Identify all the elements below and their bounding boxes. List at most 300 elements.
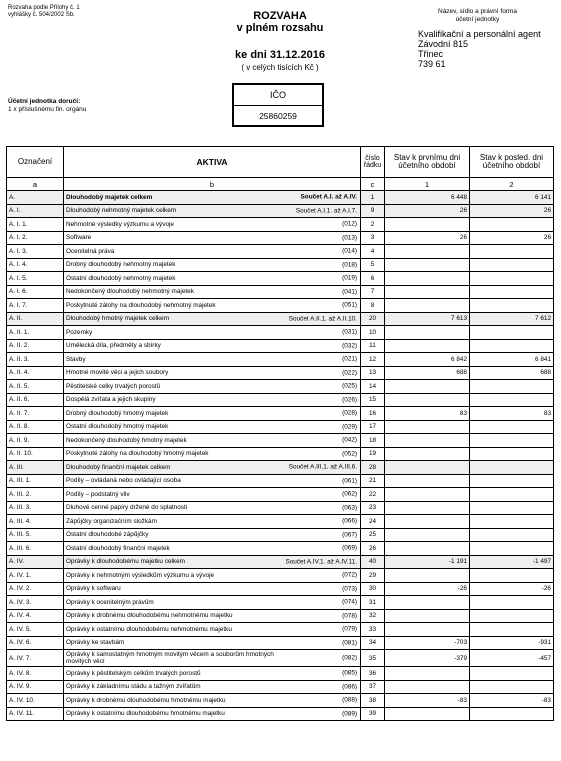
row-designation: A. IV. 6. <box>7 636 64 650</box>
row-item-name: Nehmotné výsledky výzkumu a vývoje <box>66 220 174 228</box>
row-item-cell <box>64 650 361 667</box>
table-row <box>7 474 554 488</box>
table-row <box>7 231 554 245</box>
row-designation: A. III. <box>7 461 64 475</box>
row-item-name: Oprávky k nehmotným výsledkům výzkumu a vývoje <box>66 571 215 579</box>
row-item-name: Oprávky k pěstitelským celkům trvalých porostů <box>66 669 201 677</box>
row-value-first-day: -83 <box>385 694 470 708</box>
row-item-name: Oprávky k základnímu stádu a tažným zvířatům <box>66 683 201 691</box>
row-account-ref: (082) <box>342 654 357 662</box>
row-item-name: Dlouhodobý finanční majetek celkem <box>66 463 171 471</box>
row-item-name: Oprávky k dlouhodobému majetku celkem <box>66 558 185 566</box>
row-value-first-day <box>385 393 470 407</box>
row-item-cell <box>64 339 361 353</box>
table-row <box>7 542 554 556</box>
row-item-name: Stavby <box>66 355 86 363</box>
row-value-last-day: 6 141 <box>470 191 554 205</box>
row-item-name: Nedokončený dlouhodobý nehmotný majetek <box>66 288 194 296</box>
row-designation: A. II. 10. <box>7 447 64 461</box>
row-value-last-day <box>470 474 554 488</box>
table-row <box>7 245 554 259</box>
row-account-ref: (012) <box>342 220 357 228</box>
row-designation: A. IV. 11. <box>7 707 64 721</box>
row-account-ref: Součet A.III.1. až A.III.6. <box>288 463 357 471</box>
row-account-ref: (081) <box>342 639 357 647</box>
row-line-number: 9 <box>361 204 385 218</box>
row-value-first-day: 6 842 <box>385 353 470 367</box>
row-account-ref: (062) <box>342 490 357 498</box>
row-item-name: Ostatní dlouhodobý finanční majetek <box>66 544 170 552</box>
table-row <box>7 623 554 637</box>
row-item-name: Oprávky k samostatným hmotným movitým věcem a souborům hmotných movitých věcí <box>66 651 274 665</box>
row-designation: A. III. 2. <box>7 488 64 502</box>
row-account-ref: (089) <box>342 710 357 718</box>
table-row <box>7 680 554 694</box>
table-row <box>7 694 554 708</box>
row-item-name: Oprávky ke stavbám <box>66 639 125 647</box>
row-value-first-day <box>385 474 470 488</box>
row-item-name: Dlouhodobý majetek celkem <box>66 193 153 201</box>
table-row <box>7 326 554 340</box>
entity-label-line1: Název, sídlo a právní forma <box>438 8 517 15</box>
row-item-name: Poskytnuté zálohy na dlouhodobý hmotný majetek <box>66 450 209 458</box>
row-item-cell <box>64 299 361 313</box>
table-row <box>7 609 554 623</box>
row-item-cell <box>64 623 361 637</box>
row-item-name: Dlouhodobý hmotný majetek celkem <box>66 315 170 323</box>
row-designation: A. II. 4. <box>7 366 64 380</box>
row-account-ref: Součet A.II.1. až A.II.10. <box>288 315 357 323</box>
table-row <box>7 515 554 529</box>
row-item-cell <box>64 191 361 205</box>
row-item-cell <box>64 245 361 259</box>
row-value-first-day: 688 <box>385 366 470 380</box>
row-account-ref: (074) <box>342 598 357 606</box>
row-value-first-day: 6 448 <box>385 191 470 205</box>
row-item-cell <box>64 353 361 367</box>
row-account-ref: (019) <box>342 274 357 282</box>
row-value-last-day <box>470 488 554 502</box>
row-account-ref: Součet A.I. až A.IV. <box>300 193 357 201</box>
title-main: ROZVAHA <box>253 10 307 22</box>
row-line-number: 23 <box>361 501 385 515</box>
company-address <box>418 29 541 69</box>
table-row <box>7 407 554 421</box>
table-row <box>7 339 554 353</box>
row-account-ref: (026) <box>342 396 357 404</box>
row-designation: A. III. 6. <box>7 542 64 556</box>
row-line-number: 22 <box>361 488 385 502</box>
row-designation: A. II. 6. <box>7 393 64 407</box>
row-item-cell <box>64 231 361 245</box>
row-value-first-day <box>385 285 470 299</box>
row-account-ref: (079) <box>342 625 357 633</box>
row-line-number: 12 <box>361 353 385 367</box>
row-designation: A. I. 2. <box>7 231 64 245</box>
row-value-first-day <box>385 258 470 272</box>
row-item-cell <box>64 667 361 681</box>
row-account-ref: Součet A.I.1. až A.I.7. <box>295 207 357 215</box>
row-item-cell <box>64 474 361 488</box>
row-designation: A. IV. 4. <box>7 609 64 623</box>
row-line-number: 26 <box>361 542 385 556</box>
row-item-name: Ostatní dlouhodobý nehmotný majetek <box>66 274 176 282</box>
row-line-number: 8 <box>361 299 385 313</box>
table-row <box>7 353 554 367</box>
row-value-last-day <box>470 528 554 542</box>
row-value-first-day <box>385 461 470 475</box>
row-line-number: 28 <box>361 461 385 475</box>
row-value-first-day: 7 613 <box>385 312 470 326</box>
row-value-first-day <box>385 434 470 448</box>
report-date: ke dni 31.12.2016 <box>235 49 325 61</box>
row-designation: A. II. 2. <box>7 339 64 353</box>
ico-box <box>232 83 324 127</box>
row-account-ref: (085) <box>342 669 357 677</box>
row-designation: A. I. 7. <box>7 299 64 313</box>
row-item-name: Oprávky k ocenitelným právům <box>66 598 154 606</box>
row-line-number: 20 <box>361 312 385 326</box>
row-line-number: 19 <box>361 447 385 461</box>
table-row <box>7 501 554 515</box>
row-designation: A. I. 6. <box>7 285 64 299</box>
row-line-number: 1 <box>361 191 385 205</box>
row-value-last-day <box>470 623 554 637</box>
row-item-cell <box>64 596 361 610</box>
row-value-first-day <box>385 623 470 637</box>
table-row <box>7 218 554 232</box>
row-line-number: 40 <box>361 555 385 569</box>
table-row <box>7 380 554 394</box>
row-value-last-day <box>470 285 554 299</box>
row-value-first-day <box>385 326 470 340</box>
row-value-first-day <box>385 542 470 556</box>
row-item-cell <box>64 609 361 623</box>
row-designation: A. <box>7 191 64 205</box>
row-value-last-day <box>470 339 554 353</box>
row-line-number: 18 <box>361 434 385 448</box>
table-row <box>7 204 554 218</box>
row-line-number: 29 <box>361 569 385 583</box>
row-value-last-day: 26 <box>470 231 554 245</box>
row-value-last-day <box>470 299 554 313</box>
row-account-ref: (014) <box>342 247 357 255</box>
row-designation: A. I. 1. <box>7 218 64 232</box>
row-item-cell <box>64 312 361 326</box>
row-account-ref: (078) <box>342 612 357 620</box>
row-item-cell <box>64 528 361 542</box>
row-item-cell <box>64 680 361 694</box>
row-line-number: 7 <box>361 285 385 299</box>
row-designation: A. II. 9. <box>7 434 64 448</box>
row-line-number: 13 <box>361 366 385 380</box>
row-designation: A. IV. 1. <box>7 569 64 583</box>
company-name: Kvalifikační a personální agent <box>418 29 541 39</box>
row-line-number: 6 <box>361 272 385 286</box>
row-item-cell <box>64 380 361 394</box>
row-value-last-day: -26 <box>470 582 554 596</box>
row-account-ref: (031) <box>342 328 357 336</box>
row-account-ref: Součet A.IV.1. až A.IV.11. <box>285 558 357 566</box>
table-row <box>7 272 554 286</box>
row-account-ref: (021) <box>342 355 357 363</box>
row-item-name: Ostatní dlouhodobý hmotný majetek <box>66 423 169 431</box>
col-header-oznaceni: Označení <box>7 147 64 178</box>
row-designation: A. III. 5. <box>7 528 64 542</box>
row-line-number: 37 <box>361 680 385 694</box>
row-item-cell <box>64 694 361 708</box>
row-value-first-day: 26 <box>385 231 470 245</box>
row-line-number: 17 <box>361 420 385 434</box>
row-account-ref: (041) <box>342 288 357 296</box>
company-city: Třinec <box>418 49 444 59</box>
row-value-last-day <box>470 542 554 556</box>
row-value-first-day <box>385 420 470 434</box>
row-value-first-day <box>385 609 470 623</box>
row-line-number: 4 <box>361 245 385 259</box>
row-item-cell <box>64 636 361 650</box>
row-designation: A. III. 3. <box>7 501 64 515</box>
row-designation: A. III. 4. <box>7 515 64 529</box>
subheader-c: c <box>361 178 385 191</box>
row-item-cell <box>64 501 361 515</box>
row-value-last-day <box>470 393 554 407</box>
row-item-name: Drobný dlouhodobý nehmotný majetek <box>66 261 176 269</box>
row-item-cell <box>64 447 361 461</box>
row-item-cell <box>64 434 361 448</box>
form-reference-line2: vyhlášky č. 504/2002 Sb. <box>8 12 75 18</box>
row-designation: A. IV. 9. <box>7 680 64 694</box>
row-account-ref: (051) <box>342 301 357 309</box>
row-item-name: Nedokončený dlouhodobý hmotný majetek <box>66 436 187 444</box>
document-title <box>200 10 360 34</box>
row-value-first-day <box>385 528 470 542</box>
table-row <box>7 299 554 313</box>
row-line-number: 36 <box>361 667 385 681</box>
row-item-name: Poskytnuté zálohy na dlouhodobý nehmotný majetek <box>66 301 216 309</box>
row-value-first-day <box>385 515 470 529</box>
row-value-first-day <box>385 569 470 583</box>
table-row <box>7 285 554 299</box>
row-designation: A. I. 4. <box>7 258 64 272</box>
row-item-cell <box>64 393 361 407</box>
row-designation: A. II. 8. <box>7 420 64 434</box>
row-value-last-day: 7 612 <box>470 312 554 326</box>
row-item-cell <box>64 366 361 380</box>
row-item-name: Podíly – podstatný vliv <box>66 490 130 498</box>
row-item-name: Podíly – ovládaná nebo ovládající osoba <box>66 477 181 485</box>
table-row <box>7 650 554 667</box>
row-item-name: Oprávky k drobnému dlouhodobému hmotnému majetku <box>66 696 226 704</box>
row-item-name: Dlouhodobý nehmotný majetek celkem <box>66 207 177 215</box>
row-designation: A. II. 7. <box>7 407 64 421</box>
row-item-cell <box>64 326 361 340</box>
row-account-ref: (052) <box>342 450 357 458</box>
row-item-name: Dospělá zvířata a jejich skupiny <box>66 396 156 404</box>
row-value-first-day: -26 <box>385 582 470 596</box>
company-street: Závodní 815 <box>418 39 469 49</box>
row-account-ref: (042) <box>342 436 357 444</box>
row-item-name: Zápůjčky organizačním složkám <box>66 517 157 525</box>
row-value-first-day <box>385 339 470 353</box>
company-zip: 739 61 <box>418 59 446 69</box>
entity-label <box>410 8 545 24</box>
table-row <box>7 366 554 380</box>
table-row <box>7 707 554 721</box>
title-sub: v plném rozsahu <box>236 22 324 34</box>
row-value-first-day: 26 <box>385 204 470 218</box>
row-line-number: 38 <box>361 694 385 708</box>
row-line-number: 14 <box>361 380 385 394</box>
row-item-cell <box>64 285 361 299</box>
row-designation: A. III. 1. <box>7 474 64 488</box>
row-value-first-day: 83 <box>385 407 470 421</box>
row-designation: A. IV. 3. <box>7 596 64 610</box>
row-item-name: Ocenitelná práva <box>66 247 115 255</box>
row-value-last-day <box>470 515 554 529</box>
row-value-last-day <box>470 667 554 681</box>
row-value-first-day: -379 <box>385 650 470 667</box>
table-row <box>7 667 554 681</box>
delivery-label: Účetní jednotka doručí: <box>8 98 81 105</box>
row-account-ref: (022) <box>342 369 357 377</box>
row-line-number: 3 <box>361 231 385 245</box>
row-item-cell <box>64 407 361 421</box>
row-item-cell <box>64 555 361 569</box>
col-header-first-day: Stav k prvnímu dni účetního období <box>385 147 470 178</box>
row-line-number: 5 <box>361 258 385 272</box>
table-row <box>7 596 554 610</box>
table-row <box>7 312 554 326</box>
row-value-first-day <box>385 272 470 286</box>
row-account-ref: (066) <box>342 517 357 525</box>
row-value-last-day <box>470 569 554 583</box>
row-item-name: Oprávky k ostatnímu dlouhodobému nehmotnému majetku <box>66 625 232 633</box>
ico-label: IČO <box>234 85 322 106</box>
row-item-name: Ostatní dlouhodobé zápůjčky <box>66 531 149 539</box>
row-value-last-day: 688 <box>470 366 554 380</box>
table-row <box>7 420 554 434</box>
row-item-name: Hmotné movité věci a jejich soubory <box>66 369 169 377</box>
row-designation: A. IV. 10. <box>7 694 64 708</box>
row-value-last-day <box>470 326 554 340</box>
row-value-last-day <box>470 501 554 515</box>
row-line-number: 21 <box>361 474 385 488</box>
delivery-value: 1 x příslušnému fin. orgánu <box>8 106 87 113</box>
subheader-a: a <box>7 178 64 191</box>
row-item-cell <box>64 515 361 529</box>
row-designation: A. II. 5. <box>7 380 64 394</box>
row-item-name: Oprávky k ostatnímu dlouhodobému hmotnému majetku <box>66 710 225 718</box>
row-line-number: 24 <box>361 515 385 529</box>
ico-value: 25860259 <box>259 111 297 121</box>
table-row <box>7 582 554 596</box>
row-line-number: 35 <box>361 650 385 667</box>
report-units: ( v celých tisících Kč ) <box>241 63 319 72</box>
row-item-cell <box>64 707 361 721</box>
row-value-last-day: -931 <box>470 636 554 650</box>
row-value-last-day <box>470 447 554 461</box>
row-designation: A. IV. <box>7 555 64 569</box>
col-header-last-day: Stav k posled. dni účetního období <box>470 147 554 178</box>
row-value-last-day <box>470 461 554 475</box>
row-value-last-day <box>470 258 554 272</box>
row-line-number: 32 <box>361 609 385 623</box>
row-value-first-day <box>385 596 470 610</box>
row-value-last-day <box>470 680 554 694</box>
table-row <box>7 447 554 461</box>
row-value-last-day: -457 <box>470 650 554 667</box>
row-value-first-day <box>385 245 470 259</box>
row-account-ref: (067) <box>342 531 357 539</box>
row-value-last-day: -83 <box>470 694 554 708</box>
table-row <box>7 528 554 542</box>
row-value-first-day <box>385 707 470 721</box>
row-designation: A. IV. 7. <box>7 650 64 667</box>
row-value-last-day <box>470 596 554 610</box>
row-value-last-day <box>470 218 554 232</box>
row-value-last-day <box>470 434 554 448</box>
row-account-ref: (025) <box>342 382 357 390</box>
row-designation: A. I. <box>7 204 64 218</box>
row-item-name: Dluhové cenné papíry držené do splatnosti <box>66 504 188 512</box>
row-designation: A. IV. 5. <box>7 623 64 637</box>
table-row <box>7 434 554 448</box>
table-header-row <box>7 147 554 178</box>
row-line-number: 15 <box>361 393 385 407</box>
row-designation: A. II. 3. <box>7 353 64 367</box>
delivery-note <box>8 98 86 114</box>
table-row <box>7 555 554 569</box>
row-value-first-day <box>385 488 470 502</box>
row-account-ref: (018) <box>342 261 357 269</box>
row-account-ref: (073) <box>342 585 357 593</box>
row-item-cell <box>64 204 361 218</box>
row-value-first-day <box>385 299 470 313</box>
table-subheader-row <box>7 178 554 191</box>
row-line-number: 34 <box>361 636 385 650</box>
row-item-name: Oprávky k drobnému dlouhodobému nehmotnému majetku <box>66 612 233 620</box>
table-row <box>7 488 554 502</box>
row-line-number: 30 <box>361 582 385 596</box>
table-row <box>7 258 554 272</box>
row-value-first-day <box>385 380 470 394</box>
subheader-1: 1 <box>385 178 470 191</box>
row-item-name: Software <box>66 234 92 242</box>
row-designation: A. IV. 2. <box>7 582 64 596</box>
row-account-ref: (029) <box>342 423 357 431</box>
row-value-last-day: -1 497 <box>470 555 554 569</box>
row-item-cell <box>64 258 361 272</box>
row-item-cell <box>64 542 361 556</box>
col-header-cislo: číslo řádku <box>361 147 385 178</box>
row-line-number: 39 <box>361 707 385 721</box>
row-value-first-day: -703 <box>385 636 470 650</box>
row-line-number: 10 <box>361 326 385 340</box>
table-row <box>7 461 554 475</box>
row-designation: A. I. 3. <box>7 245 64 259</box>
row-item-cell <box>64 461 361 475</box>
row-account-ref: (063) <box>342 504 357 512</box>
row-value-last-day <box>470 272 554 286</box>
row-item-name: Umělecká díla, předměty a sbírky <box>66 342 161 350</box>
row-line-number: 2 <box>361 218 385 232</box>
row-line-number: 25 <box>361 528 385 542</box>
subheader-2: 2 <box>470 178 554 191</box>
row-item-name: Pozemky <box>66 328 93 336</box>
row-designation: A. II. <box>7 312 64 326</box>
row-value-last-day: 26 <box>470 204 554 218</box>
